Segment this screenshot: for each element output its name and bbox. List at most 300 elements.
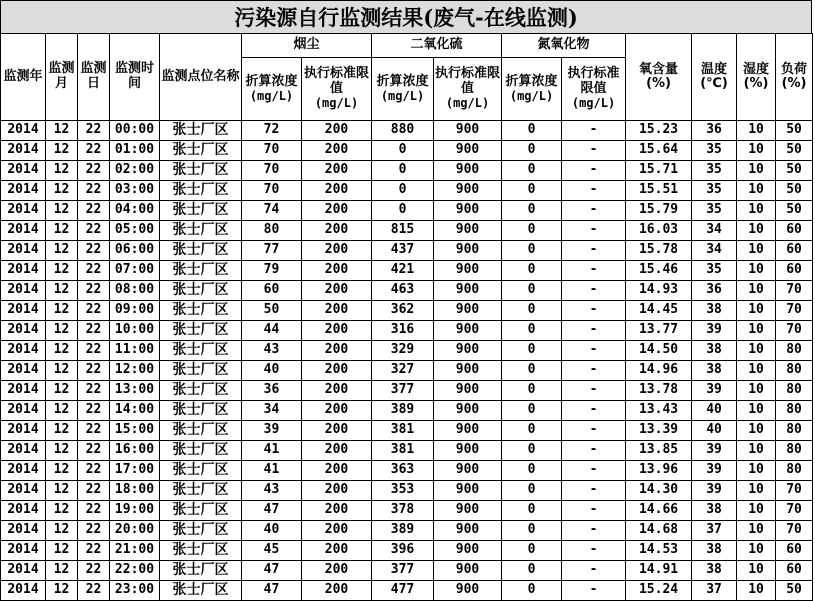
cell-oxygen: 14.68	[626, 521, 692, 541]
cell-so2-conc: 396	[372, 541, 434, 561]
cell-nox-limit: -	[562, 221, 626, 241]
header-so2-conc	[372, 58, 434, 121]
cell-year: 2014	[1, 381, 46, 401]
cell-nox-limit: -	[562, 461, 626, 481]
cell-so2-conc: 381	[372, 421, 434, 441]
cell-day: 22	[78, 301, 110, 321]
cell-load: 50	[776, 581, 813, 601]
cell-smoke-limit: 200	[302, 241, 372, 261]
cell-nox-conc: 0	[502, 141, 562, 161]
cell-temperature: 39	[692, 461, 737, 481]
cell-load: 70	[776, 281, 813, 301]
cell-nox-conc: 0	[502, 261, 562, 281]
cell-month: 12	[46, 461, 78, 481]
cell-so2-conc: 378	[372, 501, 434, 521]
cell-temperature: 36	[692, 121, 737, 141]
cell-smoke-limit: 200	[302, 481, 372, 501]
table-row	[1, 221, 813, 241]
cell-site: 张士厂区	[160, 221, 242, 241]
cell-load: 80	[776, 381, 813, 401]
table-row	[1, 321, 813, 341]
monitoring-table	[0, 33, 813, 601]
cell-so2-limit: 900	[434, 201, 502, 221]
cell-nox-conc: 0	[502, 501, 562, 521]
table-row	[1, 241, 813, 261]
cell-so2-limit: 900	[434, 481, 502, 501]
cell-month: 12	[46, 221, 78, 241]
cell-nox-conc: 0	[502, 581, 562, 601]
cell-nox-conc: 0	[502, 301, 562, 321]
cell-oxygen: 15.24	[626, 581, 692, 601]
cell-month: 12	[46, 161, 78, 181]
cell-humidity: 10	[737, 161, 776, 181]
cell-nox-conc: 0	[502, 201, 562, 221]
cell-smoke-conc: 41	[242, 461, 302, 481]
cell-nox-limit: -	[562, 161, 626, 181]
table-row	[1, 161, 813, 181]
cell-time: 00:00	[110, 121, 160, 141]
cell-smoke-limit: 200	[302, 521, 372, 541]
cell-humidity: 10	[737, 441, 776, 461]
cell-site: 张士厂区	[160, 421, 242, 441]
cell-month: 12	[46, 401, 78, 421]
cell-temperature: 39	[692, 381, 737, 401]
cell-time: 18:00	[110, 481, 160, 501]
cell-smoke-limit: 200	[302, 201, 372, 221]
cell-nox-limit: -	[562, 341, 626, 361]
cell-humidity: 10	[737, 201, 776, 221]
cell-oxygen: 14.66	[626, 501, 692, 521]
cell-year: 2014	[1, 361, 46, 381]
cell-time: 13:00	[110, 381, 160, 401]
cell-day: 22	[78, 181, 110, 201]
table-row	[1, 401, 813, 421]
cell-site: 张士厂区	[160, 261, 242, 281]
cell-humidity: 10	[737, 241, 776, 261]
cell-smoke-conc: 72	[242, 121, 302, 141]
header-month: 监测月	[46, 34, 78, 121]
cell-smoke-conc: 47	[242, 561, 302, 581]
cell-day: 22	[78, 421, 110, 441]
cell-oxygen: 14.50	[626, 341, 692, 361]
header-oxygen	[626, 34, 692, 121]
cell-so2-conc: 0	[372, 201, 434, 221]
cell-site: 张士厂区	[160, 181, 242, 201]
cell-year: 2014	[1, 161, 46, 181]
cell-site: 张士厂区	[160, 381, 242, 401]
cell-site: 张士厂区	[160, 341, 242, 361]
cell-smoke-conc: 43	[242, 341, 302, 361]
cell-day: 22	[78, 281, 110, 301]
cell-temperature: 38	[692, 301, 737, 321]
cell-nox-limit: -	[562, 501, 626, 521]
cell-so2-conc: 437	[372, 241, 434, 261]
cell-time: 16:00	[110, 441, 160, 461]
cell-site: 张士厂区	[160, 121, 242, 141]
cell-month: 12	[46, 261, 78, 281]
cell-so2-conc: 363	[372, 461, 434, 481]
cell-humidity: 10	[737, 181, 776, 201]
table-row	[1, 461, 813, 481]
cell-load: 80	[776, 401, 813, 421]
header-humidity	[737, 34, 776, 121]
cell-day: 22	[78, 461, 110, 481]
header-smoke-limit-label: 执行标准限值	[304, 66, 370, 97]
cell-time: 23:00	[110, 581, 160, 601]
cell-load: 50	[776, 181, 813, 201]
header-smoke-conc	[242, 58, 302, 121]
cell-oxygen: 14.45	[626, 301, 692, 321]
cell-time: 09:00	[110, 301, 160, 321]
cell-year: 2014	[1, 421, 46, 441]
cell-year: 2014	[1, 441, 46, 461]
cell-so2-limit: 900	[434, 381, 502, 401]
cell-nox-conc: 0	[502, 521, 562, 541]
header-smoke: 烟尘	[242, 34, 372, 58]
cell-so2-limit: 900	[434, 321, 502, 341]
cell-time: 01:00	[110, 141, 160, 161]
cell-time: 21:00	[110, 541, 160, 561]
cell-month: 12	[46, 321, 78, 341]
cell-oxygen: 15.71	[626, 161, 692, 181]
cell-humidity: 10	[737, 341, 776, 361]
cell-so2-conc: 353	[372, 481, 434, 501]
cell-so2-limit: 900	[434, 281, 502, 301]
cell-time: 03:00	[110, 181, 160, 201]
cell-smoke-limit: 200	[302, 141, 372, 161]
cell-day: 22	[78, 501, 110, 521]
table-row	[1, 261, 813, 281]
cell-nox-conc: 0	[502, 481, 562, 501]
cell-month: 12	[46, 441, 78, 461]
cell-so2-conc: 362	[372, 301, 434, 321]
cell-time: 04:00	[110, 201, 160, 221]
cell-humidity: 10	[737, 561, 776, 581]
cell-day: 22	[78, 541, 110, 561]
cell-site: 张士厂区	[160, 281, 242, 301]
cell-temperature: 38	[692, 561, 737, 581]
cell-nox-limit: -	[562, 441, 626, 461]
cell-oxygen: 14.53	[626, 541, 692, 561]
cell-day: 22	[78, 581, 110, 601]
cell-load: 60	[776, 221, 813, 241]
cell-nox-conc: 0	[502, 381, 562, 401]
cell-nox-limit: -	[562, 281, 626, 301]
cell-oxygen: 15.51	[626, 181, 692, 201]
header-so2-conc-label: 折算浓度	[376, 73, 429, 89]
table-row	[1, 481, 813, 501]
cell-humidity: 10	[737, 381, 776, 401]
cell-smoke-conc: 39	[242, 421, 302, 441]
cell-month: 12	[46, 561, 78, 581]
cell-day: 22	[78, 441, 110, 461]
cell-smoke-conc: 79	[242, 261, 302, 281]
cell-so2-limit: 900	[434, 341, 502, 361]
cell-oxygen: 14.30	[626, 481, 692, 501]
cell-load: 60	[776, 541, 813, 561]
cell-year: 2014	[1, 341, 46, 361]
cell-oxygen: 15.23	[626, 121, 692, 141]
cell-smoke-limit: 200	[302, 421, 372, 441]
cell-temperature: 35	[692, 161, 737, 181]
cell-humidity: 10	[737, 501, 776, 521]
header-nox-conc-unit: (mg/L)	[509, 88, 554, 103]
cell-load: 80	[776, 441, 813, 461]
cell-time: 15:00	[110, 421, 160, 441]
cell-nox-conc: 0	[502, 321, 562, 341]
cell-smoke-limit: 200	[302, 401, 372, 421]
cell-time: 12:00	[110, 361, 160, 381]
cell-so2-limit: 900	[434, 221, 502, 241]
cell-site: 张士厂区	[160, 541, 242, 561]
cell-so2-conc: 0	[372, 141, 434, 161]
header-time: 监测时间	[110, 34, 160, 121]
cell-year: 2014	[1, 501, 46, 521]
table-row	[1, 141, 813, 161]
header-temperature-label: 温度	[701, 61, 728, 77]
cell-year: 2014	[1, 181, 46, 201]
cell-month: 12	[46, 501, 78, 521]
cell-oxygen: 16.03	[626, 221, 692, 241]
header-oxygen-label: 氧含量	[639, 61, 679, 77]
cell-smoke-conc: 70	[242, 161, 302, 181]
table-body	[1, 121, 813, 601]
cell-so2-conc: 316	[372, 321, 434, 341]
header-so2-limit-unit: (mg/L)	[445, 96, 490, 111]
cell-oxygen: 13.96	[626, 461, 692, 481]
cell-oxygen: 14.93	[626, 281, 692, 301]
cell-year: 2014	[1, 581, 46, 601]
cell-load: 70	[776, 481, 813, 501]
header-smoke-conc-label: 折算浓度	[245, 73, 298, 89]
cell-nox-limit: -	[562, 301, 626, 321]
cell-year: 2014	[1, 261, 46, 281]
cell-temperature: 38	[692, 501, 737, 521]
table-row	[1, 441, 813, 461]
header-smoke-limit	[302, 58, 372, 121]
cell-nox-limit: -	[562, 521, 626, 541]
cell-day: 22	[78, 261, 110, 281]
cell-temperature: 35	[692, 141, 737, 161]
cell-time: 19:00	[110, 501, 160, 521]
cell-month: 12	[46, 181, 78, 201]
header-so2: 二氧化硫	[372, 34, 502, 58]
cell-smoke-conc: 40	[242, 521, 302, 541]
cell-temperature: 37	[692, 581, 737, 601]
cell-time: 17:00	[110, 461, 160, 481]
cell-nox-limit: -	[562, 241, 626, 261]
cell-load: 70	[776, 501, 813, 521]
cell-so2-limit: 900	[434, 501, 502, 521]
cell-temperature: 34	[692, 241, 737, 261]
cell-month: 12	[46, 581, 78, 601]
cell-so2-limit: 900	[434, 141, 502, 161]
cell-so2-limit: 900	[434, 261, 502, 281]
table-row	[1, 501, 813, 521]
table-row	[1, 361, 813, 381]
table-row	[1, 201, 813, 221]
cell-nox-conc: 0	[502, 461, 562, 481]
header-smoke-conc-unit: (mg/L)	[249, 88, 294, 103]
cell-load: 50	[776, 201, 813, 221]
cell-nox-conc: 0	[502, 121, 562, 141]
cell-time: 20:00	[110, 521, 160, 541]
cell-smoke-limit: 200	[302, 261, 372, 281]
cell-month: 12	[46, 141, 78, 161]
cell-oxygen: 15.64	[626, 141, 692, 161]
cell-temperature: 37	[692, 521, 737, 541]
cell-humidity: 10	[737, 401, 776, 421]
cell-load: 80	[776, 341, 813, 361]
cell-load: 50	[776, 121, 813, 141]
header-smoke-limit-unit: (mg/L)	[314, 96, 359, 111]
cell-so2-conc: 0	[372, 161, 434, 181]
cell-year: 2014	[1, 241, 46, 261]
header-humidity-unit: (%)	[743, 76, 769, 91]
cell-load: 70	[776, 301, 813, 321]
cell-oxygen: 15.79	[626, 201, 692, 221]
cell-site: 张士厂区	[160, 241, 242, 261]
cell-smoke-conc: 36	[242, 381, 302, 401]
cell-site: 张士厂区	[160, 441, 242, 461]
cell-oxygen: 13.43	[626, 401, 692, 421]
table-row	[1, 121, 813, 141]
cell-nox-limit: -	[562, 581, 626, 601]
cell-humidity: 10	[737, 481, 776, 501]
cell-day: 22	[78, 321, 110, 341]
cell-smoke-limit: 200	[302, 581, 372, 601]
cell-smoke-conc: 44	[242, 321, 302, 341]
cell-load: 80	[776, 361, 813, 381]
header-load	[776, 34, 813, 121]
cell-so2-limit: 900	[434, 421, 502, 441]
cell-nox-conc: 0	[502, 341, 562, 361]
cell-temperature: 34	[692, 221, 737, 241]
cell-day: 22	[78, 341, 110, 361]
cell-site: 张士厂区	[160, 301, 242, 321]
cell-so2-conc: 389	[372, 521, 434, 541]
cell-year: 2014	[1, 201, 46, 221]
header-nox-limit-label: 执行标准限值	[567, 66, 620, 97]
table-row	[1, 541, 813, 561]
cell-nox-conc: 0	[502, 541, 562, 561]
cell-day: 22	[78, 201, 110, 221]
cell-load: 70	[776, 321, 813, 341]
cell-nox-limit: -	[562, 381, 626, 401]
cell-nox-conc: 0	[502, 421, 562, 441]
cell-year: 2014	[1, 281, 46, 301]
table-row	[1, 281, 813, 301]
cell-smoke-conc: 50	[242, 301, 302, 321]
cell-day: 22	[78, 161, 110, 181]
cell-month: 12	[46, 541, 78, 561]
cell-smoke-conc: 45	[242, 541, 302, 561]
header-so2-limit-label: 执行标准限值	[435, 66, 501, 97]
cell-smoke-conc: 43	[242, 481, 302, 501]
cell-month: 12	[46, 281, 78, 301]
cell-so2-limit: 900	[434, 461, 502, 481]
cell-nox-limit: -	[562, 121, 626, 141]
table-row	[1, 341, 813, 361]
table-row	[1, 181, 813, 201]
cell-month: 12	[46, 381, 78, 401]
cell-load: 50	[776, 141, 813, 161]
table-row	[1, 421, 813, 441]
cell-so2-conc: 815	[372, 221, 434, 241]
header-day: 监测日	[78, 34, 110, 121]
cell-so2-conc: 381	[372, 441, 434, 461]
header-nox-conc	[502, 58, 562, 121]
cell-day: 22	[78, 521, 110, 541]
cell-site: 张士厂区	[160, 141, 242, 161]
cell-smoke-limit: 200	[302, 181, 372, 201]
header-row-groups	[1, 34, 813, 58]
cell-year: 2014	[1, 141, 46, 161]
cell-humidity: 10	[737, 301, 776, 321]
header-site: 监测点位名称	[160, 34, 242, 121]
cell-smoke-conc: 40	[242, 361, 302, 381]
cell-smoke-conc: 77	[242, 241, 302, 261]
cell-smoke-limit: 200	[302, 321, 372, 341]
cell-site: 张士厂区	[160, 521, 242, 541]
cell-oxygen: 15.78	[626, 241, 692, 261]
cell-month: 12	[46, 361, 78, 381]
cell-load: 80	[776, 421, 813, 441]
cell-nox-limit: -	[562, 181, 626, 201]
cell-temperature: 36	[692, 281, 737, 301]
cell-load: 60	[776, 261, 813, 281]
cell-smoke-limit: 200	[302, 561, 372, 581]
cell-site: 张士厂区	[160, 361, 242, 381]
cell-so2-limit: 900	[434, 121, 502, 141]
cell-time: 07:00	[110, 261, 160, 281]
cell-year: 2014	[1, 521, 46, 541]
header-nox: 氮氧化物	[502, 34, 626, 58]
cell-day: 22	[78, 141, 110, 161]
cell-smoke-limit: 200	[302, 381, 372, 401]
cell-smoke-limit: 200	[302, 441, 372, 461]
cell-load: 60	[776, 241, 813, 261]
cell-smoke-conc: 70	[242, 141, 302, 161]
header-so2-limit	[434, 58, 502, 121]
cell-temperature: 35	[692, 261, 737, 281]
cell-humidity: 10	[737, 361, 776, 381]
cell-day: 22	[78, 361, 110, 381]
cell-nox-conc: 0	[502, 561, 562, 581]
header-oxygen-unit: (%)	[646, 76, 671, 91]
cell-year: 2014	[1, 461, 46, 481]
cell-smoke-limit: 200	[302, 281, 372, 301]
cell-nox-limit: -	[562, 261, 626, 281]
cell-temperature: 35	[692, 201, 737, 221]
cell-humidity: 10	[737, 121, 776, 141]
cell-time: 05:00	[110, 221, 160, 241]
cell-smoke-conc: 34	[242, 401, 302, 421]
cell-year: 2014	[1, 221, 46, 241]
cell-oxygen: 14.91	[626, 561, 692, 581]
cell-nox-limit: -	[562, 321, 626, 341]
header-nox-limit-unit: (mg/L)	[571, 96, 616, 111]
cell-so2-conc: 421	[372, 261, 434, 281]
cell-time: 11:00	[110, 341, 160, 361]
cell-load: 80	[776, 461, 813, 481]
table-row	[1, 561, 813, 581]
cell-time: 08:00	[110, 281, 160, 301]
cell-day: 22	[78, 481, 110, 501]
cell-year: 2014	[1, 301, 46, 321]
cell-so2-limit: 900	[434, 541, 502, 561]
cell-oxygen: 15.46	[626, 261, 692, 281]
